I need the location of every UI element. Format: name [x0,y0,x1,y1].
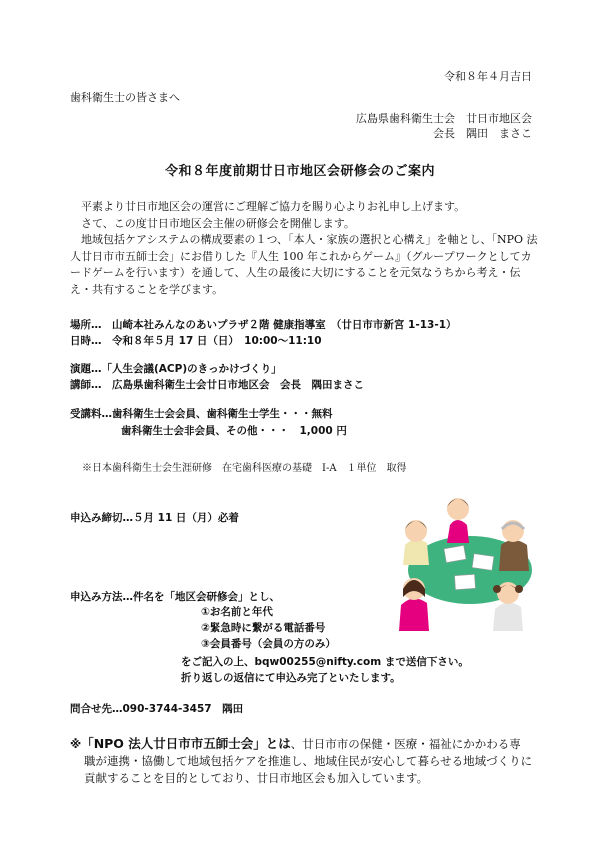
lecturer-line: 講師… 広島県歯科衛生士会廿日市地区会 会長 隅田まさこ [70,379,364,391]
addressee: 歯科衛生士の皆さまへ [70,91,180,104]
npo-name: 「NPO 法人廿日市市五師士会」とは [81,736,291,751]
person-top [447,498,469,543]
person-right [499,520,529,571]
venue-line: 場所… 山崎本社みんなのあいプラザ２階 健康指導室 （廿日市市新宮 1-13-1） [70,319,457,331]
fee-nonmembers-line: 歯科衛生士会非会員、その他・・・ 1,000 円 [121,425,347,437]
person-left [403,520,429,565]
intro-paragraph-3: 地域包括ケアシステムの構成要素の１つ、「本人・家族の選択と心構え」を軸とし、「NPO 法人廿日市市五師士会」にお借りした『人生 100 年これからゲーム』（グループワークとしてカードゲームを行います）を通して、人生の最後に大切にすることを元気なうちから考え・伝え・共有することを学びます。 [70,233,538,296]
datetime-line: 日時… 令和８年５月 17 日（日） 10:00～11:10 [70,335,322,347]
organization-name: 広島県歯科衛生士会 廿日市地区会 [356,112,532,125]
npo-about-line-1: 、廿日市市の保健・医療・福祉にかかわる専 [290,737,521,751]
application-item-3: ③会員番号（会員の方のみ） [201,638,336,650]
application-item-1: ①お名前と年代 [201,606,273,618]
deadline-line: 申込み締切…５月 11 日（月）必着 [70,512,239,524]
npo-about-rest: 職が連携・協働して地域包括ケアを推進し、地域住民が安心して暮らせる地域づくりに貢献することを目的としており、廿日市地区会も加入しています。 [84,754,533,785]
fee-members-line: 受講料…歯科衛生士会会員、歯科衛生士学生・・・無料 [70,408,333,420]
credit-note: ※日本歯科衛生士会生涯研修 在宅歯科医療の基礎 Ⅰ-A １単位 取得 [82,463,407,474]
note-mark: ※ [70,737,82,751]
application-method-line: 申込み方法…件名を「地区会研修会」とし、 [70,591,280,603]
contact-line: 問合せ先…090-3744-3457 隅田 [70,703,244,715]
npo-about [70,735,540,787]
application-item-2: ②緊急時に繋がる電話番号 [201,622,326,634]
intro-body [70,199,540,298]
document-title: 令和８年度前期廿日市地区会研修会のご案内 [164,164,435,179]
person-bottom-left [399,578,429,631]
intro-paragraph-2: さて、この度廿日市地区会主催の研修会を開催します。 [81,216,355,230]
topic-line: 演題…「人生会議(ACP)のきっかけづくり」 [70,363,282,375]
application-send-line: をご記入の上、bqw00255@nifty.com まで送信下さい。 [181,656,469,668]
intro-paragraph-1: 平素より廿日市地区会の運営にご理解ご協力を賜り心よりお礼申し上げます。 [81,200,466,213]
application-reply-line: 折り返しの返信にて申込み完了といたします。 [181,672,401,684]
group-workshop-people-illustration [395,485,535,635]
president-name: 会長 隅田 まさこ [433,127,532,140]
issue-date: 令和８年４月吉日 [444,70,532,83]
person-bottom-right [493,582,523,631]
